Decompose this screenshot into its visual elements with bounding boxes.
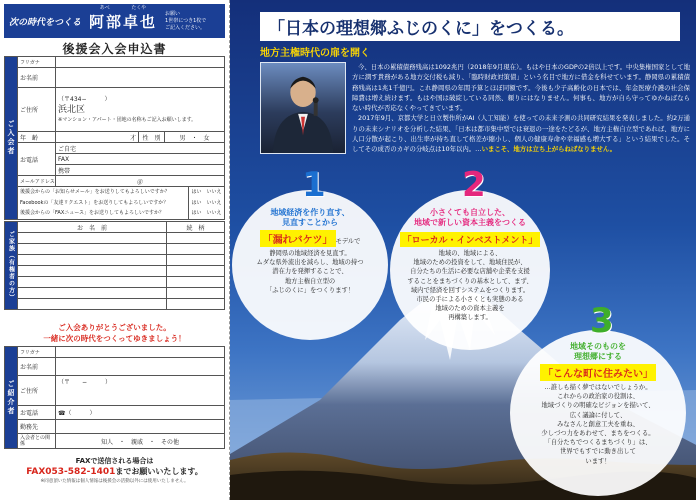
building-note: ※マンション・アパート・団地の名称もご記入お願いします。 xyxy=(58,116,197,123)
introducer-section-label: ご紹介者 xyxy=(5,347,18,449)
introducer-furigana-field[interactable] xyxy=(56,347,225,358)
phone-fax-field[interactable]: FAX xyxy=(56,154,225,165)
email-label: メールアドレス xyxy=(18,176,56,187)
introducer-table xyxy=(4,346,225,449)
policy-panel xyxy=(230,0,696,500)
policy-2-bubble xyxy=(390,165,550,350)
ruby-given: あべ xyxy=(99,4,110,11)
consent-facebook-question: Facebookの「友達リクエスト」をお送りしてもよろしいですか？ xyxy=(20,199,169,206)
furigana-field[interactable] xyxy=(56,57,225,68)
family-name-field[interactable] xyxy=(18,233,167,244)
household-note: お願い 1世帯につき1枚で ご記入ください。 xyxy=(165,10,207,31)
gender-options[interactable]: 男 ・ 女 xyxy=(165,132,225,143)
family-relation-field[interactable] xyxy=(167,299,225,310)
policy-3-keyword: 「こんな町に住みたい」 xyxy=(540,364,656,381)
policy-3-body: …誰しも描く夢ではないでしょうか。 これからの政治家の役割は、 地域づくりの明確なビジョンを描いて、 広く議論に付して、 みなさんと創意工夫を重ね、 少しづつ力をあわせて、まちをつくる。 「自分たちでつくるまちづくり」は、 世界でもすでに動き出して います！ xyxy=(541,384,655,465)
policy-3-heading: 地域そのものを 理想郷にする xyxy=(570,342,626,361)
furigana-label: フリガナ xyxy=(18,57,56,68)
family-relation-field[interactable] xyxy=(167,288,225,299)
policy-3-number: 3 xyxy=(590,301,614,341)
family-name-header: お 名 前 xyxy=(18,222,167,233)
policy-2-number: 2 xyxy=(462,165,486,205)
family-name-field[interactable] xyxy=(18,244,167,255)
introducer-address-field[interactable]: （〒 − ） xyxy=(56,376,225,406)
policy-2-body: 地域の、地域による、 地域のための投資をして、地域住民が、 自分たちの生活に必要な店舗や企業を支援 することをまちづくりの基本として、まず、 域内で経済を回すシステムをつくります。 市民の手による小さくとも実態のある 地域のための資本主義を 再構築します。 xyxy=(407,250,533,322)
policy-1-keyword: 「漏れバケツ」 xyxy=(260,230,336,247)
introducer-name-label: お名前 xyxy=(18,358,56,376)
introducer-workplace-label: 勤務先 xyxy=(18,420,56,434)
form-title: 後援会入会申込書 xyxy=(62,42,167,56)
introducer-workplace-field[interactable] xyxy=(56,420,225,434)
thank-you-message: ご入会ありがとうございました。 一緒に次の時代をつくってゆきましょう！ xyxy=(43,323,186,343)
introducer-phone-field[interactable]: ☎（ ） xyxy=(56,406,225,420)
policy-2-keyword: 「ローカル・インベストメント」 xyxy=(400,232,541,247)
phone-home-field[interactable]: ご自宅 xyxy=(56,143,225,154)
consent-email-choice[interactable]: はい いいえ xyxy=(191,189,222,196)
consent-fax-choice[interactable]: はい いいえ xyxy=(191,210,222,217)
policy-1-body: 静岡県の地域経済を見直す。 ムダな県外流出を減らし、地域の持つ 潜在力を発揮することで、 地方主権自立型の 「ふじのくに」をつくります！ xyxy=(256,250,364,294)
phone-mobile-field[interactable]: 携帯 xyxy=(56,165,225,176)
applicant-table xyxy=(4,56,225,220)
applicant-section-label: ご入会者 xyxy=(5,57,18,220)
introducer-furigana-label: フリガナ xyxy=(18,347,56,358)
candidate-name: 阿部卓也 xyxy=(89,12,158,31)
email-field[interactable]: ＠ xyxy=(56,176,225,187)
postal-code: （〒434− ） xyxy=(58,95,111,103)
family-relation-field[interactable] xyxy=(167,233,225,244)
policy-1-keyword-suffix: モデルで xyxy=(335,238,361,245)
fax-instructions xyxy=(4,456,225,484)
consent-answers[interactable] xyxy=(189,187,225,220)
family-relation-header: 続 柄 xyxy=(167,222,225,233)
name-field[interactable] xyxy=(56,68,225,88)
introducer-name-field[interactable] xyxy=(56,358,225,376)
consent-questions xyxy=(18,187,189,220)
address-field[interactable] xyxy=(56,88,225,132)
introducer-phone-label: お電話 xyxy=(18,406,56,420)
family-relation-field[interactable] xyxy=(167,244,225,255)
family-table xyxy=(4,221,225,310)
introducer-relation-label: 入会者との関係 xyxy=(18,434,56,449)
intro-paragraph-2: 2017年9月、京都大学と日立製作所がAI（人工知能）を使っての未来予測の共同研究結果を発表しました。約2万通りの未来シナリオを分析した結果、「日本は都市集中型では衰退の一途をたどるが、地方主権自立型であれば、地方に人口分散が起こり、出生率が持ち直して格差が縮小し、個人の健康寿命や幸福感も増大する」という結果でした。そしてその成否のカギの分岐点は10年以内。…いまこそ、地方は立ち上がらねばなりません。 xyxy=(352,114,690,154)
family-name-field[interactable] xyxy=(18,266,167,277)
name-label: お名前 xyxy=(18,68,56,88)
family-relation-field[interactable] xyxy=(167,266,225,277)
policy-2-heading: 小さくても自立した、 地域で新しい資本主義をつくる xyxy=(414,208,526,227)
family-relation-field[interactable] xyxy=(167,255,225,266)
privacy-note: ※同意頂いた情報は個人情報は後援会の活動以外には使用いたしません。 xyxy=(40,479,189,484)
consent-email-question: 後援会からの「お知らせメール」をお送りしてもよろしいですか？ xyxy=(20,189,170,196)
family-name-field[interactable] xyxy=(18,299,167,310)
address-label: ご住所 xyxy=(18,88,56,132)
phone-label: お電話 xyxy=(18,143,56,176)
slogan: 次の時代をつくる xyxy=(9,17,82,28)
candidate-photo xyxy=(260,62,346,154)
ruby-family: たくや xyxy=(131,4,147,11)
family-relation-field[interactable] xyxy=(167,277,225,288)
family-name-field[interactable] xyxy=(18,255,167,266)
family-name-field[interactable] xyxy=(18,288,167,299)
policy-3-bubble xyxy=(510,301,686,496)
candidate-name-block xyxy=(89,4,158,32)
consent-fax-question: 後援会からの「FAXニュース」をお送りしてもよろしいですか？ xyxy=(20,210,165,217)
family-name-field[interactable] xyxy=(18,277,167,288)
application-form xyxy=(0,0,229,500)
introducer-address-label: ご住所 xyxy=(18,376,56,406)
policy-1-number: 1 xyxy=(302,165,326,205)
fax-number: FAX053-582-1401 xyxy=(26,467,116,477)
page-subtitle: 地方主権時代の扉を開く xyxy=(260,48,370,59)
fax-line1: FAXで送信される場合は xyxy=(75,457,154,465)
intro-paragraph-1: 今、日本の累積債務残高は1092兆円（2018年9月現在）。もはや日本のGDPの2倍以上です。中央集権国家として地方に潤す貴務がある地方交付税も減り、「臨時財政対策債」という名目で地方に借金を科せています。静岡県の累積債務残高は1兆1千億円。これ静岡県の年間予算とほぼ同額です。今後も少子高齢化の日本では、年金医療介護の社会保障費は増え続けます。もはや国は破綻している同然、頼りにはなりません。何事も、地方が自ら守ってゆかねばならない時代が否応なくやってきています。 xyxy=(352,63,690,113)
form-header xyxy=(4,4,225,38)
gender-label: 性 別 xyxy=(139,132,165,143)
candidate-portrait-icon xyxy=(261,63,345,153)
consent-facebook-choice[interactable]: はい いいえ xyxy=(191,199,222,206)
family-section-label: ご家族（有権者の方） xyxy=(5,222,18,310)
policy-1-heading: 地域経済を作り直す、 見直すことから xyxy=(270,208,350,227)
age-label: 年 齢 xyxy=(18,132,56,143)
page-title: 「日本の理想郷ふじのくに」をつくる。 xyxy=(260,12,680,41)
fax-line2-suffix: までお願いいたします。 xyxy=(115,467,203,476)
intro-text xyxy=(352,62,690,155)
call-to-action: いまこそ、地方は立ち上がらねばなりません。 xyxy=(481,145,617,154)
age-field[interactable]: 才 xyxy=(56,132,139,143)
introducer-relation-options[interactable]: 知人 ・ 親戚 ・ その他 xyxy=(56,434,225,449)
address-city: 浜北区 xyxy=(58,104,86,115)
policy-1-bubble xyxy=(232,165,388,340)
